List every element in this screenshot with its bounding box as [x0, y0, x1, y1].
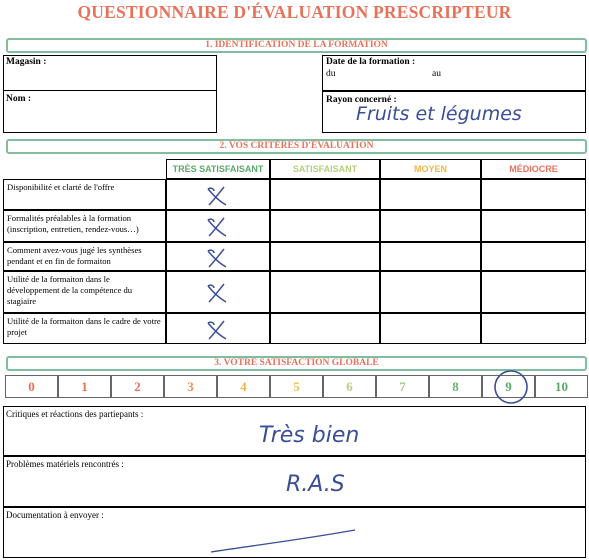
critiques-label: Critiques et réactions des partiepants :: [6, 409, 144, 419]
score-option-1[interactable]: 1: [58, 375, 111, 398]
handwritten-check-mark: [205, 282, 229, 304]
documentation-dash-mark: [209, 526, 359, 556]
criterion-cell-2-3[interactable]: [481, 242, 586, 271]
problemes-handwritten-value: R.A.S: [286, 472, 345, 497]
criterion-cell-1-0[interactable]: [166, 210, 270, 242]
section-1-heading: 1. IDENTIFICATION DE LA FORMATION: [6, 38, 587, 53]
date-au-label: au: [432, 69, 441, 79]
rayon-label: Rayon concerné :: [326, 95, 397, 105]
criterion-label-2: Comment avez-vous jugé les synthèses pendant et en fin de formaiton: [3, 242, 166, 271]
criteria-column-header-3: MÉDIOCRE: [481, 159, 586, 179]
criterion-cell-1-3[interactable]: [481, 210, 586, 242]
criteria-grid: [3, 159, 586, 344]
criteria-column-header-2: MOYEN: [380, 159, 481, 179]
handwritten-check-mark: [205, 216, 229, 238]
criterion-label-1: Formalités préalables à la formation (inscription, entretien, rendez-vous…): [3, 210, 166, 242]
criterion-cell-3-3[interactable]: [481, 271, 586, 313]
criterion-cell-3-1[interactable]: [270, 271, 380, 313]
score-option-4[interactable]: 4: [217, 375, 270, 398]
page-title: QUESTIONNAIRE D'ÉVALUATION PRESCRIPTEUR: [77, 2, 512, 22]
criterion-cell-3-0[interactable]: [166, 271, 270, 313]
criterion-cell-2-1[interactable]: [270, 242, 380, 271]
critiques-handwritten-value: Très bien: [259, 423, 360, 448]
magasin-label: Magasin :: [6, 57, 47, 67]
documentation-label: Documentation à envoyer :: [6, 510, 104, 520]
score-option-6[interactable]: 6: [323, 375, 376, 398]
criterion-cell-0-3[interactable]: [481, 179, 586, 210]
score-option-9[interactable]: 9: [482, 375, 535, 398]
criterion-cell-2-2[interactable]: [380, 242, 481, 271]
criterion-label-3: Utilité de la formaiton dans le développement de la compétence du stagiaire: [3, 271, 166, 313]
score-option-5[interactable]: 5: [270, 375, 323, 398]
problemes-field[interactable]: [3, 456, 586, 507]
criterion-label-0: Disponibilité et clarté de l'offre: [3, 179, 166, 210]
criterion-cell-4-1[interactable]: [270, 313, 380, 344]
criteria-column-header-0: TRÈS SATISFAISANT: [166, 159, 270, 179]
criteria-column-header-1: SATISFAISANT: [270, 159, 380, 179]
criterion-cell-1-2[interactable]: [380, 210, 481, 242]
criterion-label-4: Utilité de la formaiton dans le cadre de votre projet: [3, 313, 166, 344]
criterion-cell-2-0[interactable]: [166, 242, 270, 271]
section-2-heading: 2. VOS CRITÈRES D'ÉVALUATION: [6, 139, 587, 154]
date-du-label: du: [326, 69, 336, 79]
section-3-heading: 3. VOTRE SATISFACTION GLOBALE: [6, 356, 587, 371]
score-option-10[interactable]: 10: [535, 375, 588, 398]
criterion-cell-4-3[interactable]: [481, 313, 586, 344]
criterion-cell-1-1[interactable]: [270, 210, 380, 242]
score-option-7[interactable]: 7: [376, 375, 429, 398]
score-option-8[interactable]: 8: [429, 375, 482, 398]
score-option-3[interactable]: 3: [164, 375, 217, 398]
problemes-label: Problèmes matériels rencontrés :: [6, 459, 124, 469]
date-label: Date de la formation :: [326, 57, 416, 67]
documentation-field[interactable]: [3, 507, 586, 558]
criterion-cell-3-2[interactable]: [380, 271, 481, 313]
score-option-2[interactable]: 2: [111, 375, 164, 398]
rayon-handwritten-value: Fruits et légumes: [356, 103, 522, 125]
criterion-cell-4-2[interactable]: [380, 313, 481, 344]
score-option-0[interactable]: 0: [5, 375, 58, 398]
criterion-cell-0-1[interactable]: [270, 179, 380, 210]
nom-label: Nom :: [6, 94, 32, 104]
handwritten-check-mark: [205, 185, 229, 207]
nom-field[interactable]: [3, 91, 217, 133]
score-circle-mark: [492, 369, 530, 405]
critiques-field[interactable]: [3, 406, 586, 456]
criterion-cell-4-0[interactable]: [166, 313, 270, 344]
criterion-cell-0-2[interactable]: [380, 179, 481, 210]
criterion-cell-0-0[interactable]: [166, 179, 270, 210]
handwritten-check-mark: [205, 319, 229, 341]
handwritten-check-mark: [205, 247, 229, 269]
